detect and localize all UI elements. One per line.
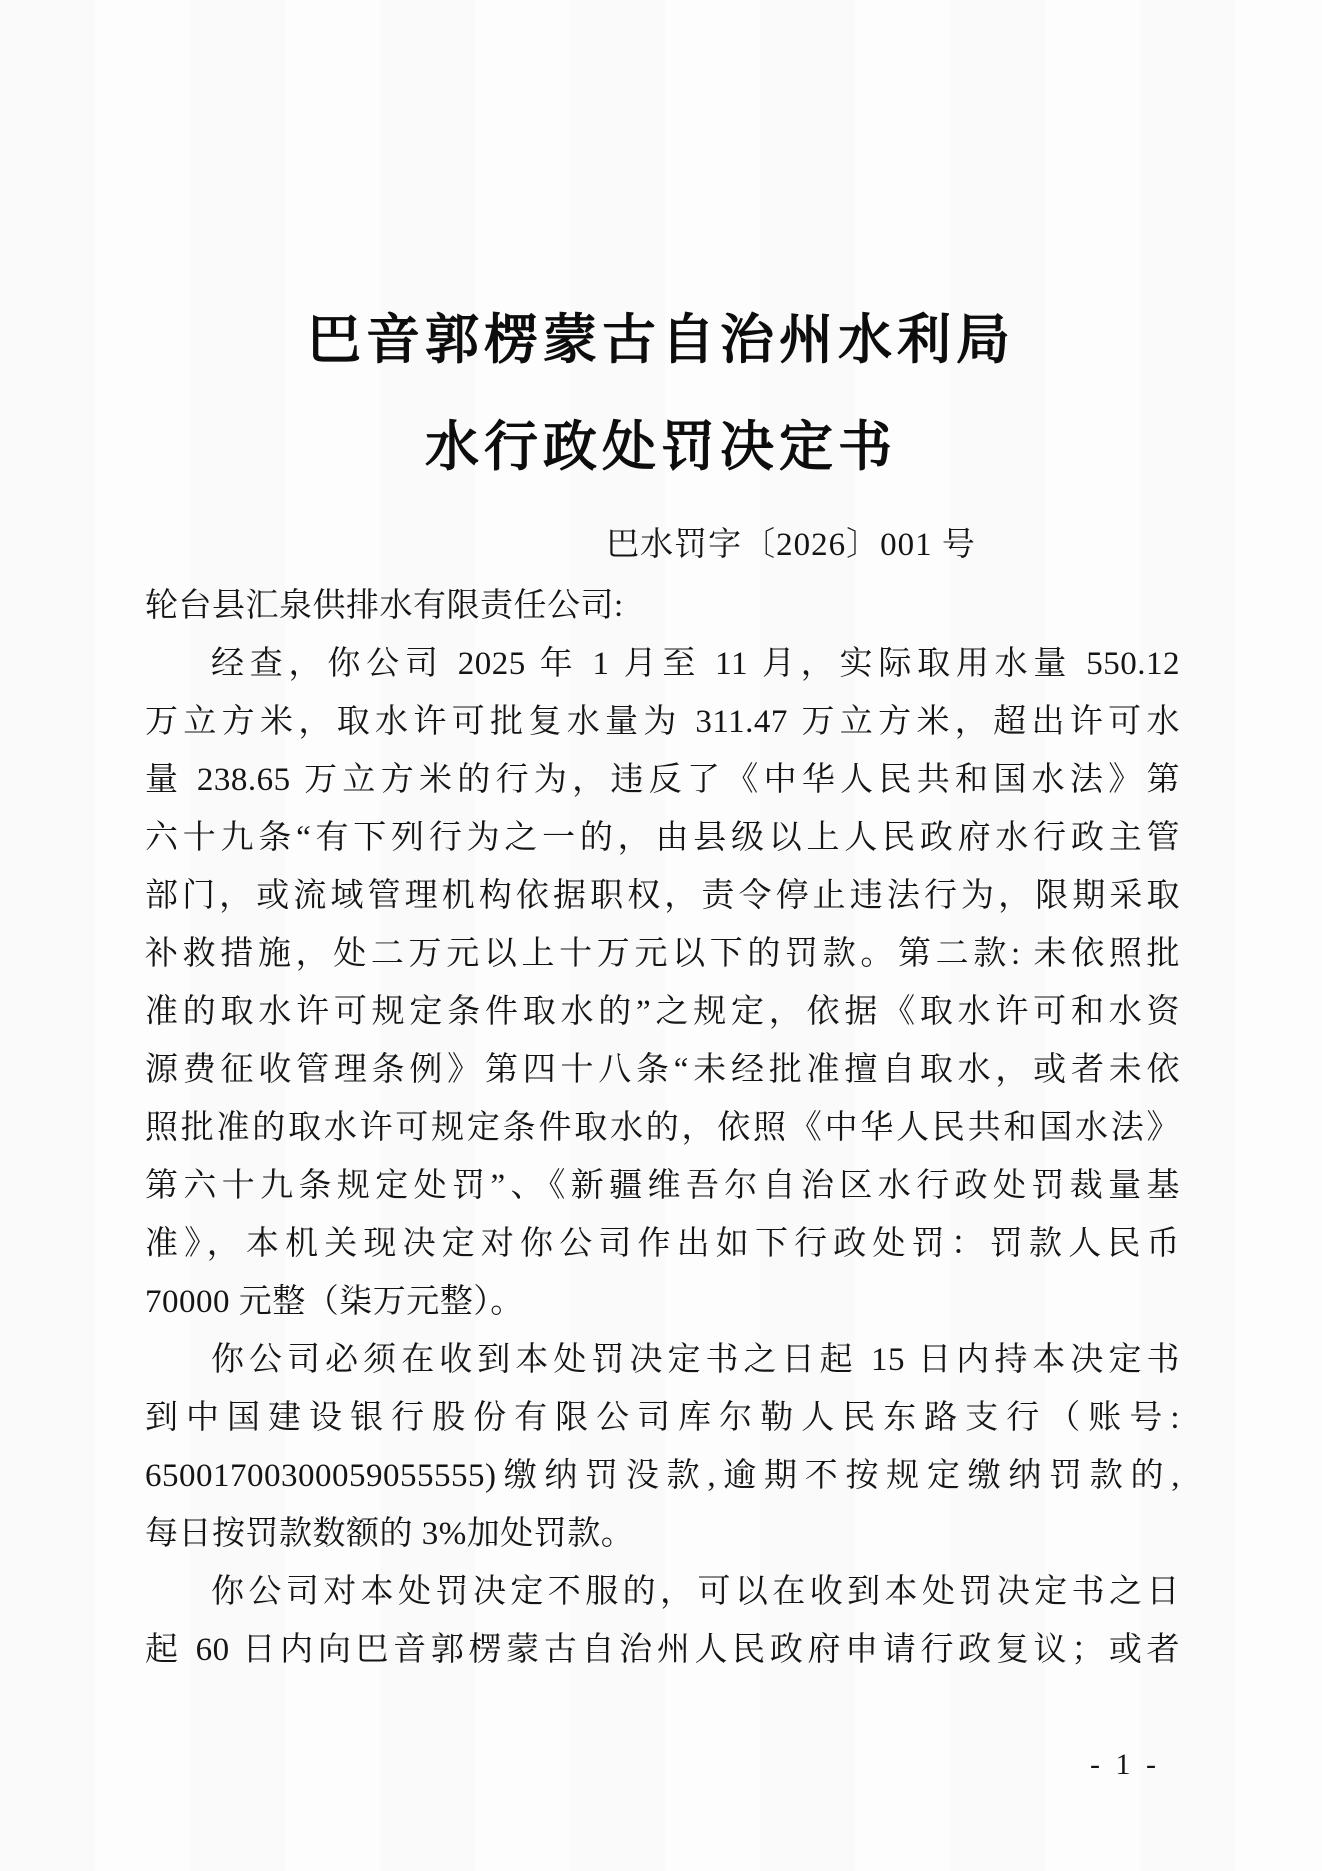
body-line: 万立方米，取水许可批复水量为 311.47 万立方米，超出许可水 xyxy=(145,704,1180,740)
body-line: 65001700300059055555)缴纳罚没款,逾期不按规定缴纳罚款的, xyxy=(145,1458,1180,1494)
body-line: 第六十九条规定处罚”、《新疆维吾尔自治区水行政处罚裁量基 xyxy=(145,1168,1180,1204)
document-number: 巴水罚字〔2026〕001 号 xyxy=(606,527,976,563)
body-line: 准的取水许可规定条件取水的”之规定，依据《取水许可和水资 xyxy=(145,994,1180,1030)
body-line: 部门，或流域管理机构依据职权，责令停止违法行为，限期采取 xyxy=(145,878,1180,914)
page-number: - 1 - xyxy=(1090,1748,1160,1781)
body-line: 你公司对本处罚决定不服的，可以在收到本处罚决定书之日 xyxy=(211,1574,1180,1610)
body-line: 经查，你公司 2025 年 1 月至 11 月，实际取用水量 550.12 xyxy=(211,646,1180,682)
body-line: 照批准的取水许可规定条件取水的，依照《中华人民共和国水法》 xyxy=(145,1110,1180,1146)
body-lines xyxy=(0,577,1322,1679)
body-line: 准》，本机关现决定对你公司作出如下行政处罚：罚款人民币 xyxy=(145,1226,1180,1262)
document-title-line2: 水行政处罚决定书 xyxy=(425,417,897,477)
body-line: 起 60 日内向巴音郭楞蒙古自治州人民政府申请行政复议；或者 xyxy=(145,1632,1180,1668)
body-line: 量 238.65 万立方米的行为，违反了《中华人民共和国水法》第 xyxy=(145,762,1180,798)
body-line: 每日按罚款数额的 3%加处罚款。 xyxy=(145,1516,635,1552)
document-title-line1: 巴音郭楞蒙古自治州水利局 xyxy=(307,310,1015,370)
body-line: 轮台县汇泉供排水有限责任公司: xyxy=(145,588,624,624)
body-line: 补救措施，处二万元以上十万元以下的罚款。第二款: 未依照批 xyxy=(145,936,1180,972)
body-line: 到中国建设银行股份有限公司库尔勒人民东路支行（账号: xyxy=(145,1400,1180,1436)
body-line: 六十九条“有下列行为之一的，由县级以上人民政府水行政主管 xyxy=(145,820,1180,856)
body-line: 源费征收管理条例》第四十八条“未经批准擅自取水，或者未依 xyxy=(145,1052,1180,1088)
body-line: 你公司必须在收到本处罚决定书之日起 15 日内持本决定书 xyxy=(211,1342,1180,1378)
body-line: 70000 元整（柒万元整）。 xyxy=(145,1284,524,1320)
